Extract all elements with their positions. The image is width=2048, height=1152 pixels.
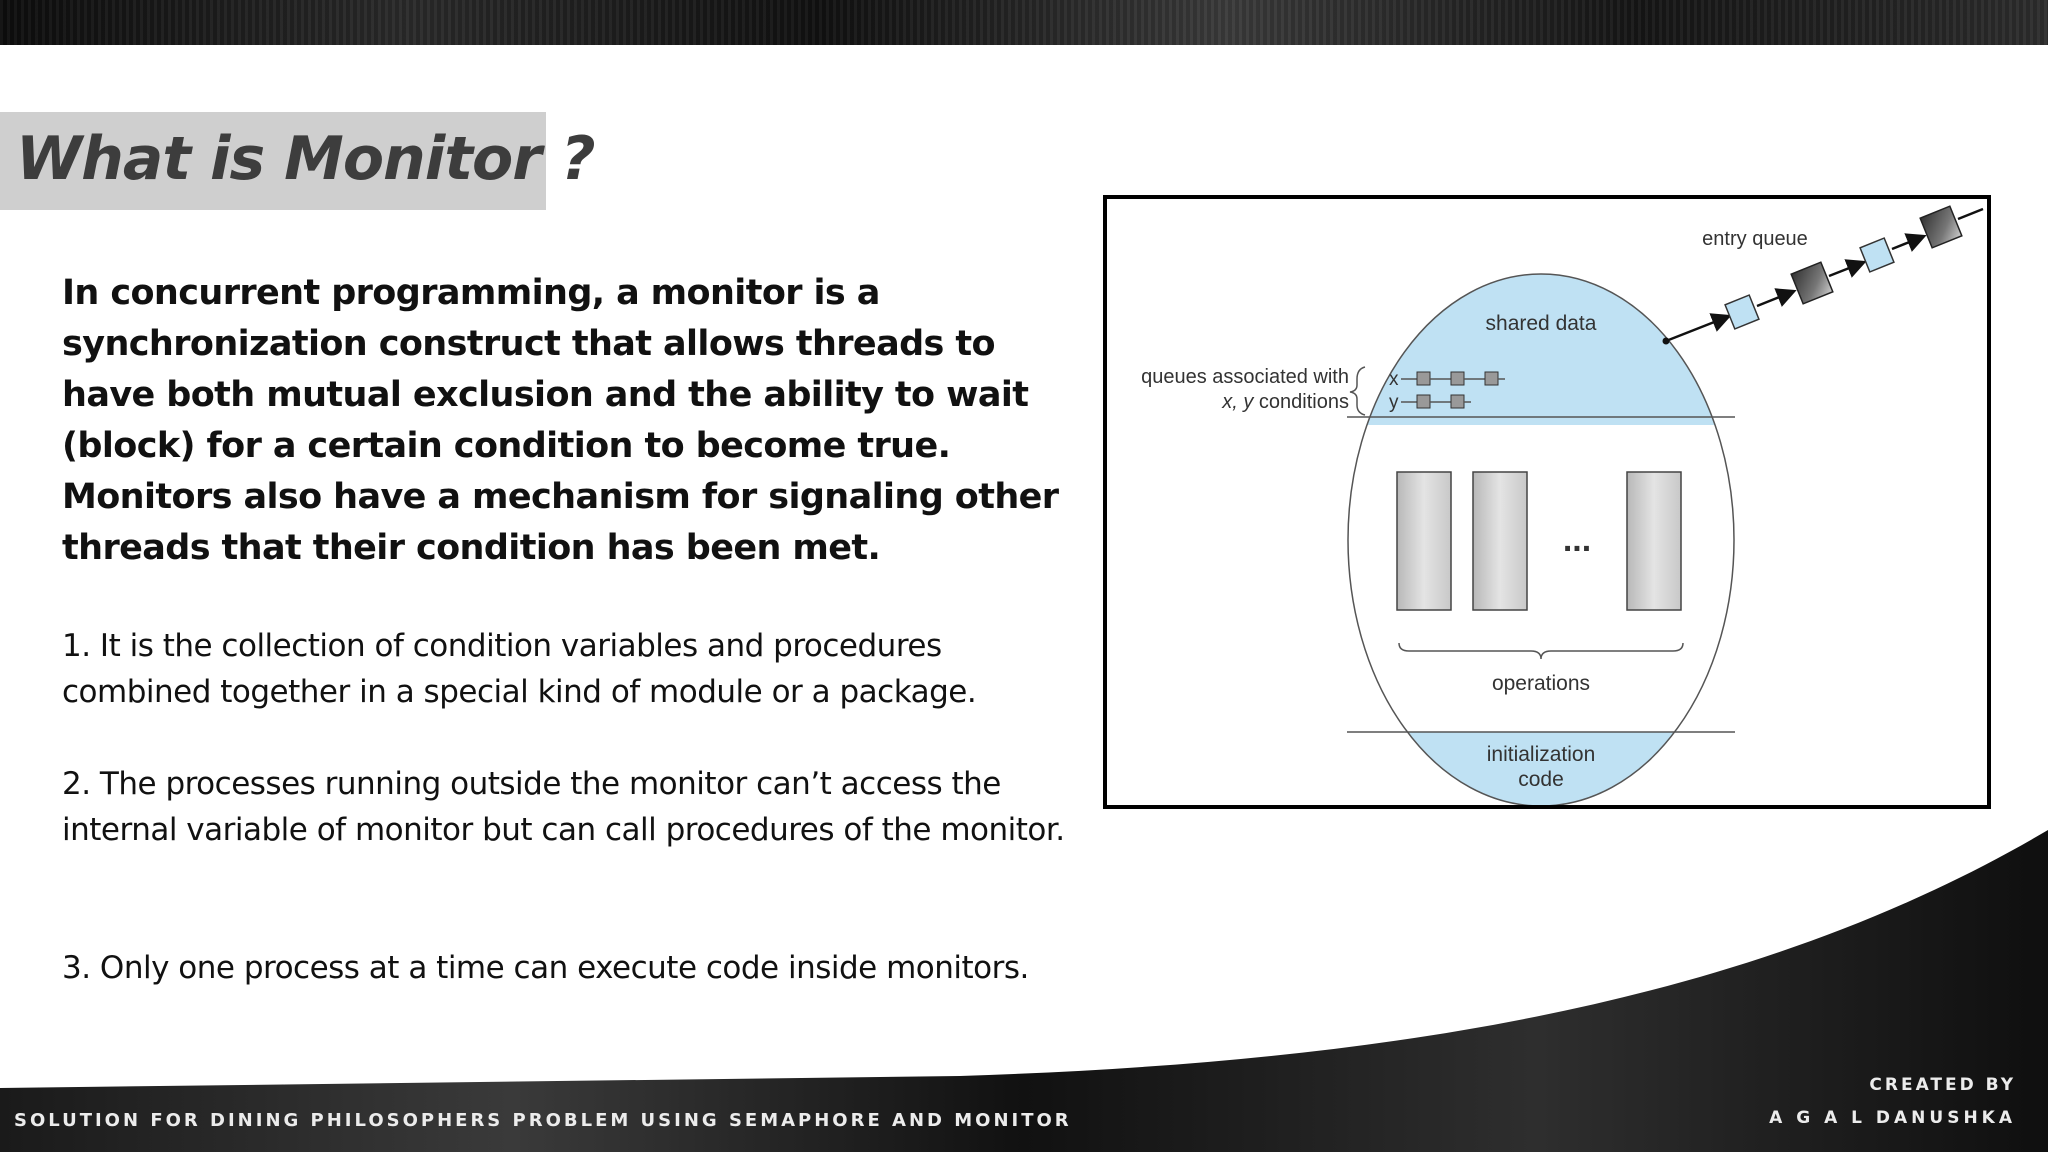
point-2: 2. The processes running outside the monitor can’t access the internal variable of monitor but can call procedures of the monitor. <box>62 766 1065 848</box>
ellipsis-label: ... <box>1562 521 1592 559</box>
queues-rest: conditions <box>1253 391 1349 413</box>
footer-created-by: CREATED BY <box>1869 1075 2016 1095</box>
queues-label-line1: queues associated with <box>1141 366 1349 388</box>
y-label: y <box>1389 392 1399 413</box>
slide-title: What is Monitor ? <box>16 124 595 194</box>
x-label: x <box>1389 369 1399 390</box>
shared-data-label: shared data <box>1485 312 1597 335</box>
init-label-line2: code <box>1518 768 1564 791</box>
init-label-line1: initialization <box>1486 743 1596 766</box>
intro-paragraph: In concurrent programming, a monitor is a synchronization construct that allows threads to have both mutual exclusion and the ability to wait (block) for a certain condition to become true. Monitors also have a mechanism for signaling other threads that their condition has been met. <box>62 273 1059 568</box>
point-1: 1. It is the collection of condition variables and procedures combined together in a special kind of module or a package. <box>62 628 977 710</box>
entry-queue-label: entry queue <box>1702 228 1808 250</box>
footer-author: A G A L DANUSHKA <box>1769 1108 2016 1128</box>
queues-var: x, y <box>1222 391 1254 413</box>
operations-label: operations <box>1491 672 1591 695</box>
point-3: 3. Only one process at a time can execute code inside monitors. <box>62 950 1029 986</box>
footer-title: SOLUTION FOR DINING PHILOSOPHERS PROBLEM USING SEMAPHORE AND MONITOR <box>14 1110 1072 1131</box>
